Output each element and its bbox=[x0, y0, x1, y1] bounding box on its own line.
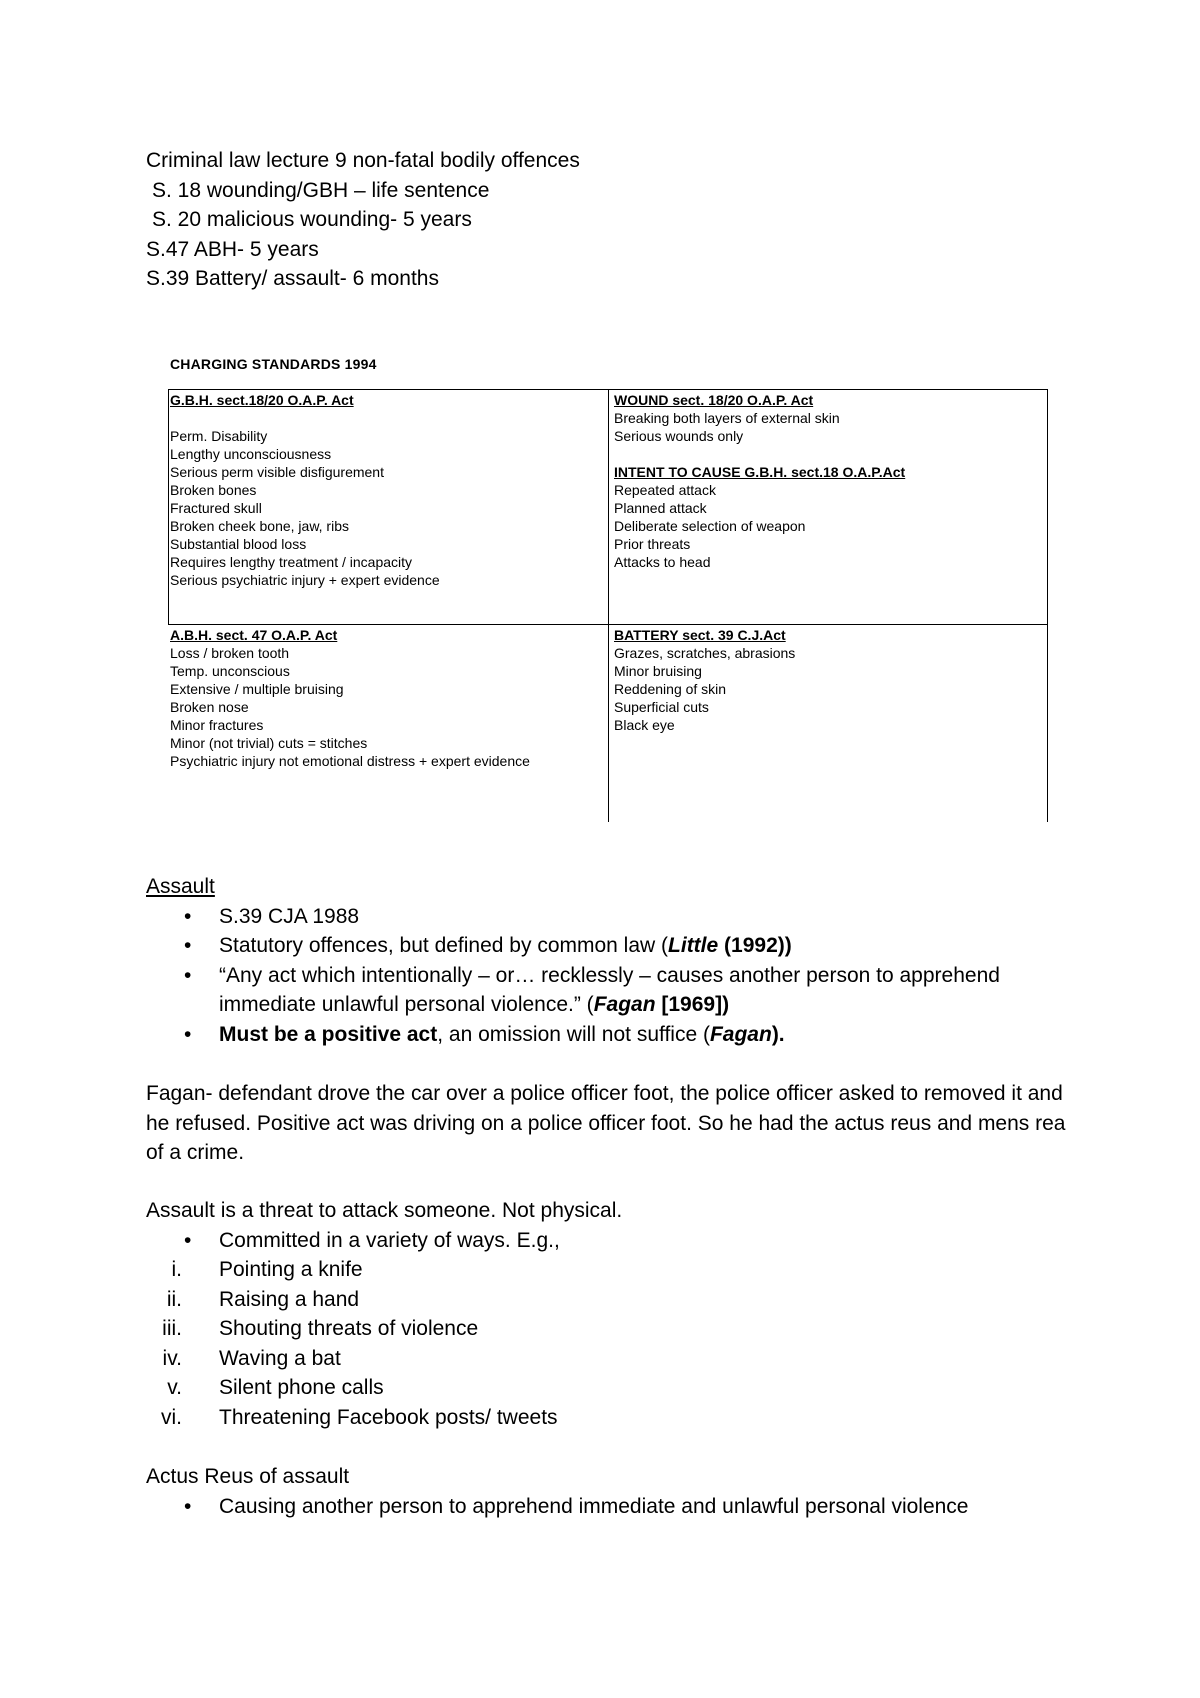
list-item: Minor bruising bbox=[614, 663, 702, 679]
table-border-center bbox=[608, 389, 609, 822]
section-heading: Actus Reus of assault bbox=[146, 1465, 350, 1488]
assault-threat-section bbox=[146, 1196, 1076, 1432]
section-heading: Assault bbox=[146, 875, 215, 898]
charging-standards-table bbox=[168, 389, 1048, 822]
list-number: ii. bbox=[166, 1287, 182, 1311]
list-item: Requires lengthy treatment / incapacity bbox=[170, 554, 413, 570]
case-name: Fagan bbox=[593, 993, 656, 1016]
charging-standards-title: CHARGING STANDARDS 1994 bbox=[170, 356, 377, 372]
list-item: • Committed in a variety of ways. E.g., bbox=[146, 1226, 1076, 1256]
list-item: Serious perm visible disfigurement bbox=[170, 464, 384, 480]
bullet-icon: • bbox=[184, 1228, 192, 1252]
list-number: iv. bbox=[162, 1346, 182, 1370]
header-line: S. 18 wounding/GBH – life sentence bbox=[152, 178, 490, 202]
cell-heading: BATTERY sect. 39 C.J.Act bbox=[614, 627, 786, 643]
list-item: Substantial blood loss bbox=[170, 536, 307, 552]
list-item: • Must be a positive act, an omission will not suffice (Fagan). bbox=[146, 1020, 1076, 1050]
list-item: Black eye bbox=[614, 717, 675, 733]
list-number: i. bbox=[171, 1258, 182, 1281]
list-item: Repeated attack bbox=[614, 482, 716, 498]
list-number: iii. bbox=[162, 1317, 182, 1340]
list-number: v. bbox=[167, 1376, 182, 1399]
table-border-right bbox=[1047, 389, 1048, 822]
fagan-paragraph: Fagan- defendant drove the car over a police officer foot, the police officer asked to removed it and he refused. Positive act was driving on a police officer foot. So he had the actus reus and mens rea of a crime. bbox=[146, 1082, 1066, 1164]
list-item: Fractured skull bbox=[170, 500, 262, 516]
page-title: Criminal law lecture 9 non-fatal bodily offences bbox=[146, 149, 580, 172]
bullet-icon: • bbox=[184, 1494, 192, 1518]
case-name: Fagan bbox=[709, 1022, 772, 1046]
bullet-icon: • bbox=[184, 1022, 192, 1046]
paragraph: Assault is a threat to attack someone. Not physical. bbox=[146, 1199, 623, 1222]
table-cell-abh bbox=[170, 626, 530, 770]
cell-heading: G.B.H. sect.18/20 O.A.P. Act bbox=[170, 392, 354, 408]
list-item: Minor fractures bbox=[170, 717, 264, 733]
list-item: Serious psychiatric injury + expert evidence bbox=[170, 572, 440, 588]
list-item: Broken nose bbox=[170, 699, 249, 715]
list-item: Extensive / multiple bruising bbox=[170, 681, 344, 697]
examples-list bbox=[146, 1255, 1076, 1432]
list-item: Deliberate selection of weapon bbox=[614, 518, 806, 534]
assault-section bbox=[146, 872, 1076, 1049]
list-item: Perm. Disability bbox=[170, 428, 268, 444]
list-item: Superficial cuts bbox=[614, 699, 709, 715]
list-item: Temp. unconscious bbox=[170, 663, 290, 679]
list-item: Prior threats bbox=[614, 536, 691, 552]
actus-reus-bullet-list bbox=[146, 1492, 1076, 1522]
header-line: S.39 Battery/ assault- 6 months bbox=[146, 267, 439, 290]
list-item: • Statutory offences, but defined by common law (Little (1992)) bbox=[146, 931, 1076, 961]
header-line: S. 20 malicious wounding- 5 years bbox=[152, 208, 472, 231]
list-item: Loss / broken tooth bbox=[170, 645, 290, 661]
list-item: Minor (not trivial) cuts = stitches bbox=[170, 735, 368, 751]
fagan-paragraph-block bbox=[146, 1079, 1066, 1168]
bullet-icon: • bbox=[184, 963, 192, 987]
list-item: Grazes, scratches, abrasions bbox=[614, 645, 796, 661]
list-item: Planned attack bbox=[614, 500, 707, 516]
list-item: • S.39 CJA 1988 bbox=[146, 902, 1076, 932]
case-name: Little bbox=[668, 934, 719, 957]
cell-heading: A.B.H. sect. 47 O.A.P. Act bbox=[170, 627, 338, 643]
list-number: vi. bbox=[161, 1405, 182, 1429]
list-item: Broken bones bbox=[170, 482, 257, 498]
table-cell-battery bbox=[614, 626, 795, 734]
header-section bbox=[146, 146, 1076, 294]
list-item: Breaking both layers of external skin bbox=[614, 410, 840, 426]
bullet-icon: • bbox=[184, 904, 192, 928]
list-item: Broken cheek bone, jaw, ribs bbox=[170, 518, 349, 534]
list-item: iv. Waving a bat bbox=[146, 1344, 1076, 1374]
list-item: • Causing another person to apprehend immediate and unlawful personal violence bbox=[146, 1492, 1076, 1522]
actus-reus-section bbox=[146, 1462, 1076, 1521]
table-cell-gbh bbox=[170, 391, 440, 589]
list-item: • “Any act which intentionally – or… recklessly – causes another person to apprehend immediate unlawful personal violence.” (Fagan [1969]) bbox=[146, 961, 1076, 1020]
threat-bullet-list bbox=[146, 1226, 1076, 1256]
list-item: Reddening of skin bbox=[614, 681, 727, 697]
list-item: v. Silent phone calls bbox=[146, 1373, 1076, 1403]
list-item: Psychiatric injury not emotional distress + expert evidence bbox=[170, 753, 530, 769]
list-item: Serious wounds only bbox=[614, 428, 744, 444]
list-item: iii. Shouting threats of violence bbox=[146, 1314, 1076, 1344]
bullet-icon: • bbox=[184, 934, 192, 957]
table-border-left bbox=[168, 389, 169, 625]
list-item: Attacks to head bbox=[614, 554, 711, 570]
header-line: S.47 ABH- 5 years bbox=[146, 237, 319, 261]
list-item: Lengthy unconsciousness bbox=[170, 446, 332, 462]
cell-subheading: INTENT TO CAUSE G.B.H. sect.18 O.A.P.Act bbox=[614, 464, 906, 480]
list-item: i. Pointing a knife bbox=[146, 1255, 1076, 1285]
list-item: ii. Raising a hand bbox=[146, 1285, 1076, 1315]
assault-bullet-list bbox=[146, 902, 1076, 1050]
cell-heading: WOUND sect. 18/20 O.A.P. Act bbox=[614, 392, 814, 408]
table-cell-wound bbox=[614, 391, 905, 571]
list-item: vi. Threatening Facebook posts/ tweets bbox=[146, 1403, 1076, 1433]
